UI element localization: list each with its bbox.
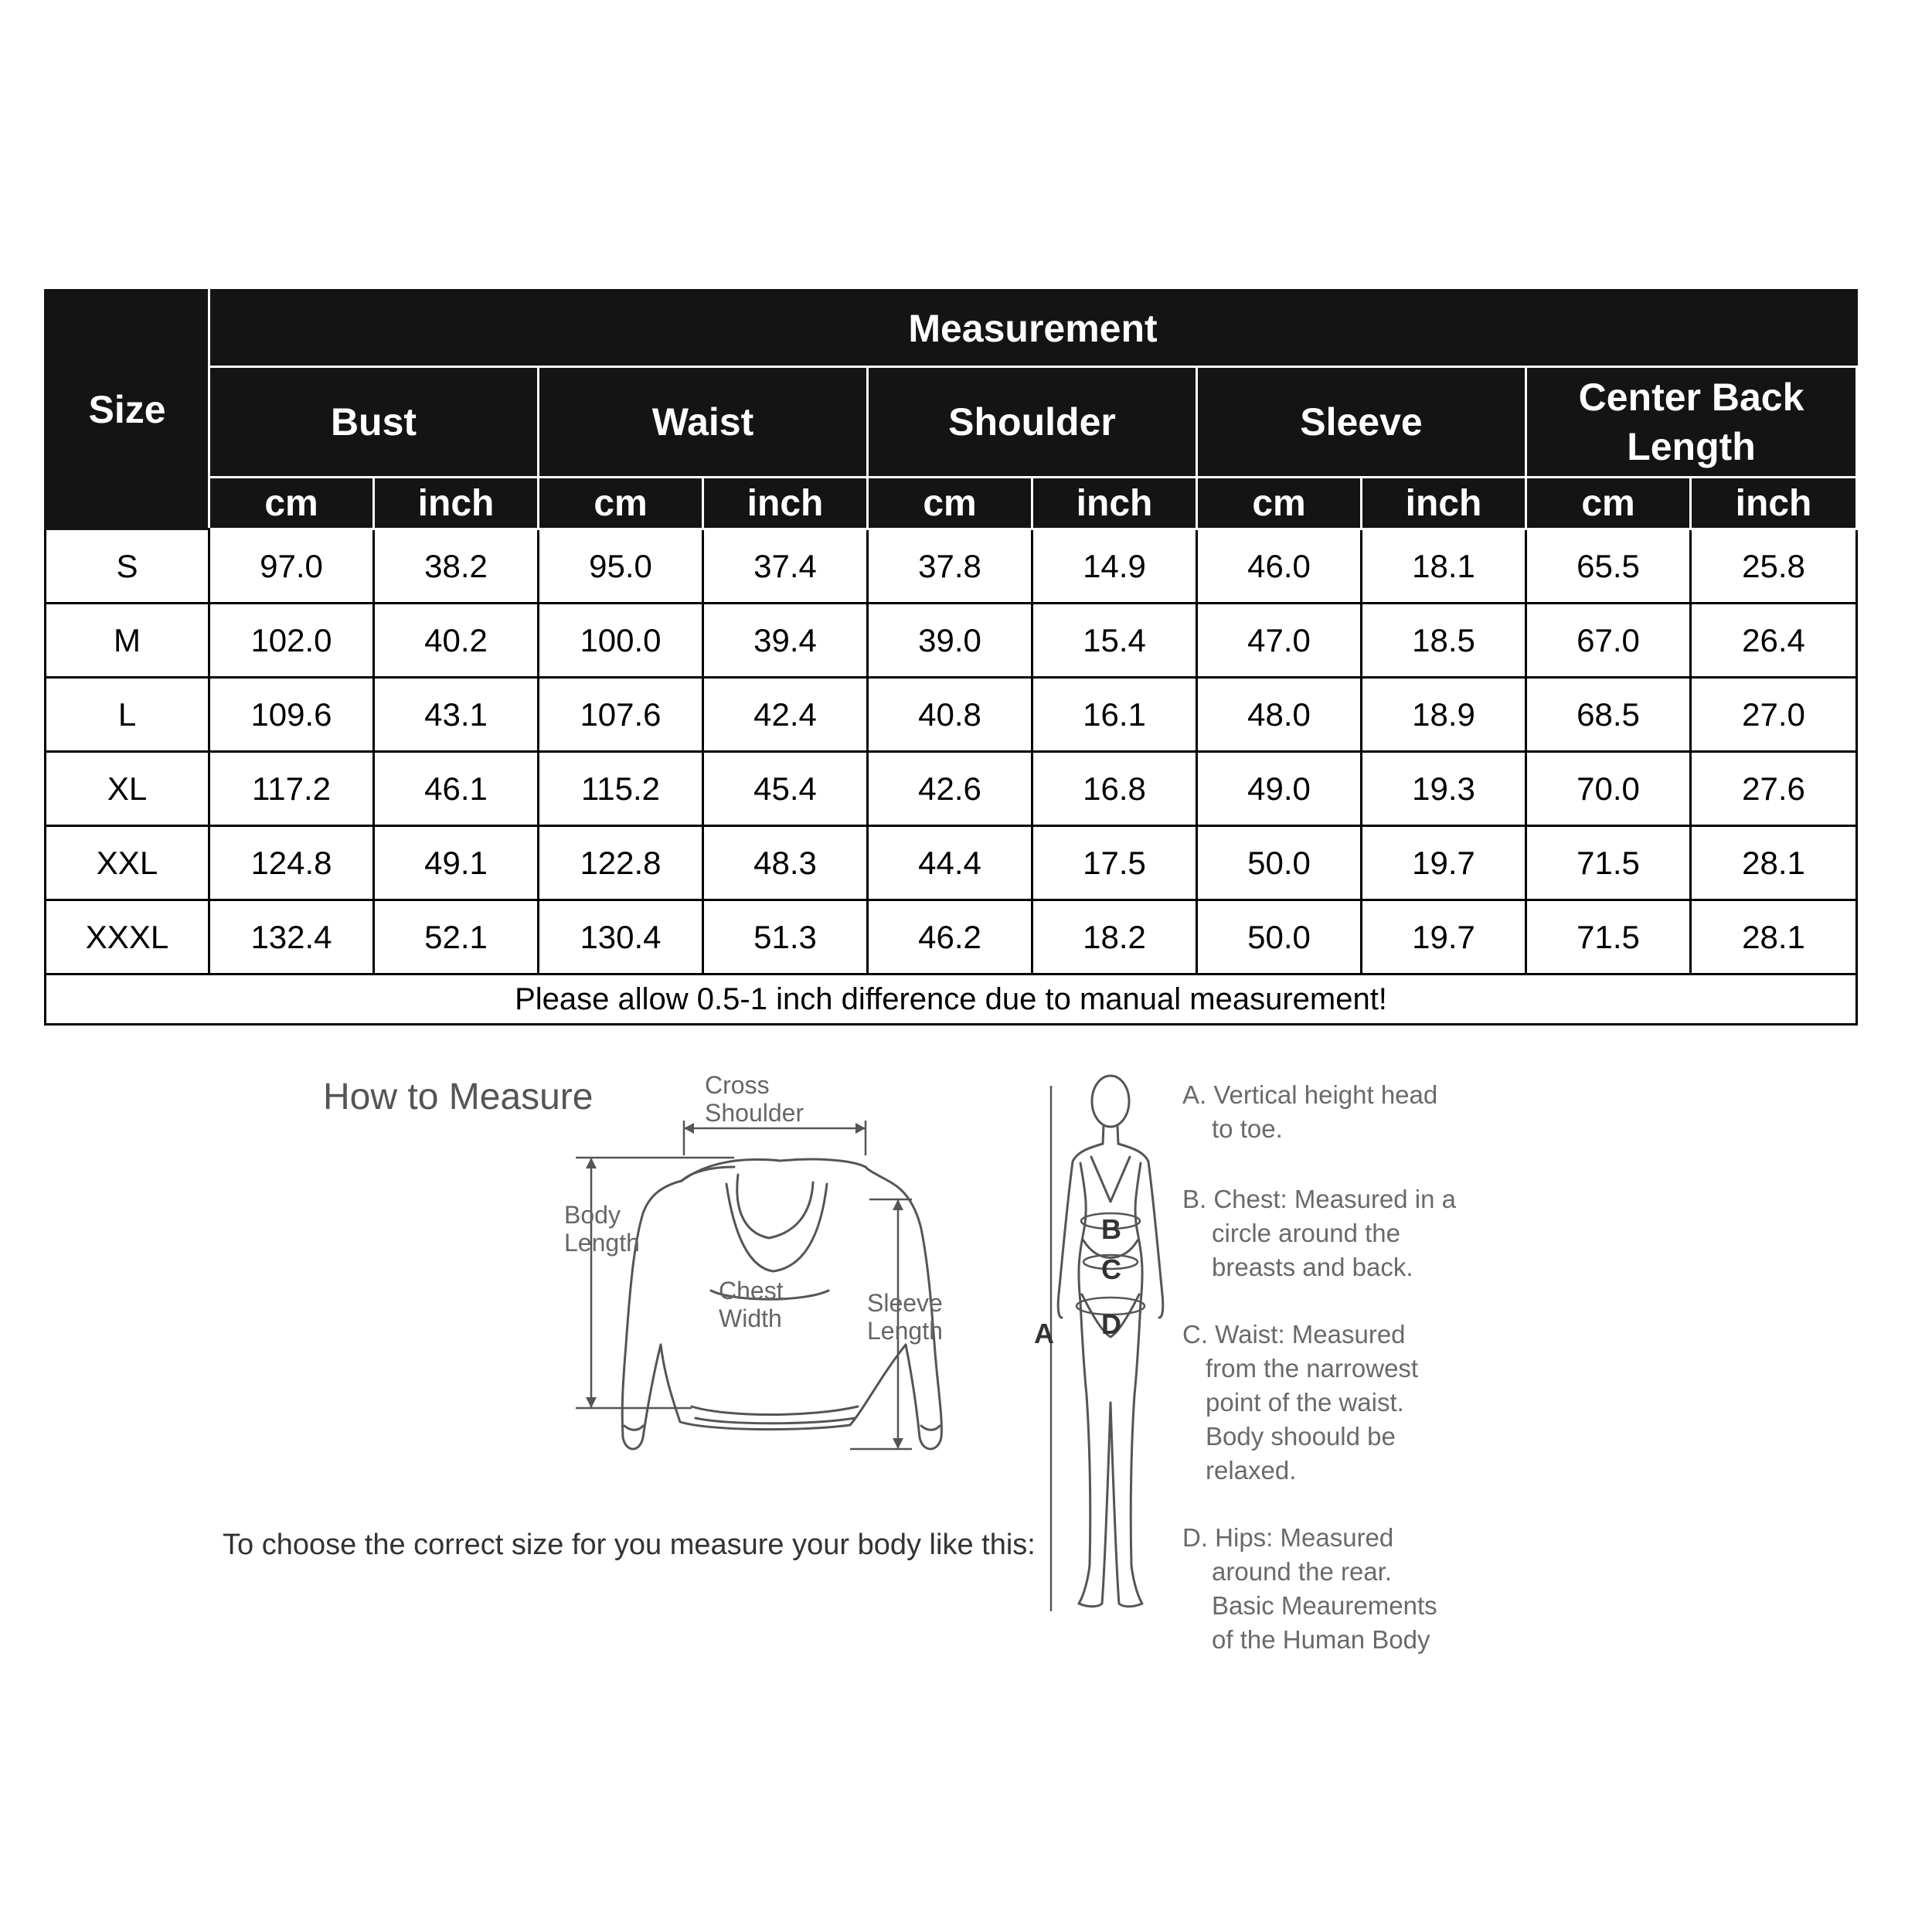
- unit-header-cm: cm: [209, 478, 374, 529]
- value-cell: 16.8: [1032, 752, 1197, 826]
- value-cell: 19.7: [1362, 900, 1526, 975]
- size-cell: XL: [46, 752, 209, 826]
- value-cell: 117.2: [209, 752, 374, 826]
- value-cell: 50.0: [1197, 826, 1362, 900]
- value-cell: 109.6: [209, 678, 374, 752]
- unit-header-inch: inch: [374, 478, 539, 529]
- unit-header-cm: cm: [1197, 478, 1362, 529]
- body-letter-a: A: [1034, 1318, 1054, 1349]
- value-cell: 65.5: [1526, 529, 1691, 604]
- value-cell: 18.2: [1032, 900, 1197, 975]
- table-row: [46, 604, 1857, 678]
- value-cell: 44.4: [868, 826, 1032, 900]
- unit-header-inch: inch: [1362, 478, 1526, 529]
- value-cell: 47.0: [1197, 604, 1362, 678]
- size-cell: XXXL: [46, 900, 209, 975]
- table-row: [46, 529, 1857, 604]
- value-cell: 15.4: [1032, 604, 1197, 678]
- value-cell: 71.5: [1526, 826, 1691, 900]
- value-cell: 67.0: [1526, 604, 1691, 678]
- value-cell: 18.5: [1362, 604, 1526, 678]
- value-cell: 102.0: [209, 604, 374, 678]
- value-cell: 124.8: [209, 826, 374, 900]
- value-cell: 28.1: [1691, 826, 1857, 900]
- group-header-waist: Waist: [539, 367, 868, 478]
- value-cell: 39.4: [703, 604, 868, 678]
- table-body: [46, 529, 1857, 975]
- value-cell: 115.2: [539, 752, 703, 826]
- value-cell: 19.3: [1362, 752, 1526, 826]
- value-cell: 46.1: [374, 752, 539, 826]
- group-header-center-back-length: Center Back Length: [1526, 367, 1857, 478]
- value-cell: 100.0: [539, 604, 703, 678]
- body-letter-c: C: [1101, 1253, 1121, 1285]
- value-cell: 48.0: [1197, 678, 1362, 752]
- value-cell: 46.0: [1197, 529, 1362, 604]
- value-cell: 97.0: [209, 529, 374, 604]
- unit-header-inch: inch: [703, 478, 868, 529]
- unit-header-inch: inch: [1032, 478, 1197, 529]
- value-cell: 28.1: [1691, 900, 1857, 975]
- value-cell: 26.4: [1691, 604, 1857, 678]
- body-letter-d: D: [1101, 1308, 1121, 1340]
- measure-instruction: To choose the correct size for you measure your body like this:: [223, 1529, 1036, 1561]
- group-header-shoulder: Shoulder: [868, 367, 1197, 478]
- value-cell: 40.8: [868, 678, 1032, 752]
- value-cell: 52.1: [374, 900, 539, 975]
- note-height: A. Vertical height head to toe.: [1182, 1080, 1438, 1143]
- note-hips: D. Hips: Measured around the rear. Basic Meaurements of the Human Body: [1182, 1523, 1437, 1654]
- value-cell: 43.1: [374, 678, 539, 752]
- unit-header-cm: cm: [1526, 478, 1691, 529]
- table-row: [46, 678, 1857, 752]
- value-cell: 25.8: [1691, 529, 1857, 604]
- value-cell: 40.2: [374, 604, 539, 678]
- value-cell: 45.4: [703, 752, 868, 826]
- table-row: [46, 900, 1857, 975]
- value-cell: 42.4: [703, 678, 868, 752]
- body-length-label: Body Length: [564, 1201, 640, 1257]
- value-cell: 42.6: [868, 752, 1032, 826]
- unit-header-cm: cm: [539, 478, 703, 529]
- value-cell: 95.0: [539, 529, 703, 604]
- value-cell: 46.2: [868, 900, 1032, 975]
- value-cell: 14.9: [1032, 529, 1197, 604]
- value-cell: 27.6: [1691, 752, 1857, 826]
- value-cell: 122.8: [539, 826, 703, 900]
- value-cell: 49.0: [1197, 752, 1362, 826]
- value-cell: 39.0: [868, 604, 1032, 678]
- value-cell: 49.1: [374, 826, 539, 900]
- value-cell: 68.5: [1526, 678, 1691, 752]
- unit-header-inch: inch: [1691, 478, 1857, 529]
- value-cell: 132.4: [209, 900, 374, 975]
- value-cell: 27.0: [1691, 678, 1857, 752]
- body-letter-b: B: [1101, 1213, 1121, 1245]
- unit-header-cm: cm: [868, 478, 1032, 529]
- measurement-disclaimer: Please allow 0.5-1 inch difference due to manual measurement!: [46, 975, 1857, 1025]
- value-cell: 130.4: [539, 900, 703, 975]
- chest-width-label: Chest Width: [719, 1277, 784, 1332]
- note-waist: C. Waist: Measured from the narrowest point of the waist. Body shoould be relaxed.: [1182, 1320, 1419, 1485]
- value-cell: 17.5: [1032, 826, 1197, 900]
- size-cell: L: [46, 678, 209, 752]
- value-cell: 16.1: [1032, 678, 1197, 752]
- value-cell: 71.5: [1526, 900, 1691, 975]
- value-cell: 38.2: [374, 529, 539, 604]
- value-cell: 18.9: [1362, 678, 1526, 752]
- value-cell: 18.1: [1362, 529, 1526, 604]
- table-row: [46, 752, 1857, 826]
- sleeve-length-label: Sleeve Length: [867, 1289, 943, 1345]
- value-cell: 50.0: [1197, 900, 1362, 975]
- value-cell: 37.4: [703, 529, 868, 604]
- value-cell: 51.3: [703, 900, 868, 975]
- size-cell: M: [46, 604, 209, 678]
- value-cell: 48.3: [703, 826, 868, 900]
- cross-shoulder-label: Cross Shoulder: [705, 1071, 804, 1127]
- how-to-measure-title: How to Measure: [323, 1077, 594, 1117]
- value-cell: 37.8: [868, 529, 1032, 604]
- group-header-bust: Bust: [209, 367, 539, 478]
- value-cell: 70.0: [1526, 752, 1691, 826]
- note-chest: B. Chest: Measured in a circle around the breasts and back.: [1182, 1185, 1457, 1281]
- size-chart-table: [44, 289, 1858, 1026]
- measurement-header: Measurement: [209, 291, 1857, 367]
- value-cell: 107.6: [539, 678, 703, 752]
- value-cell: 19.7: [1362, 826, 1526, 900]
- table-header: [46, 291, 1857, 529]
- group-header-sleeve: Sleeve: [1197, 367, 1526, 478]
- size-cell: S: [46, 529, 209, 604]
- table-row: [46, 826, 1857, 900]
- size-column-header: Size: [46, 291, 209, 529]
- size-cell: XXL: [46, 826, 209, 900]
